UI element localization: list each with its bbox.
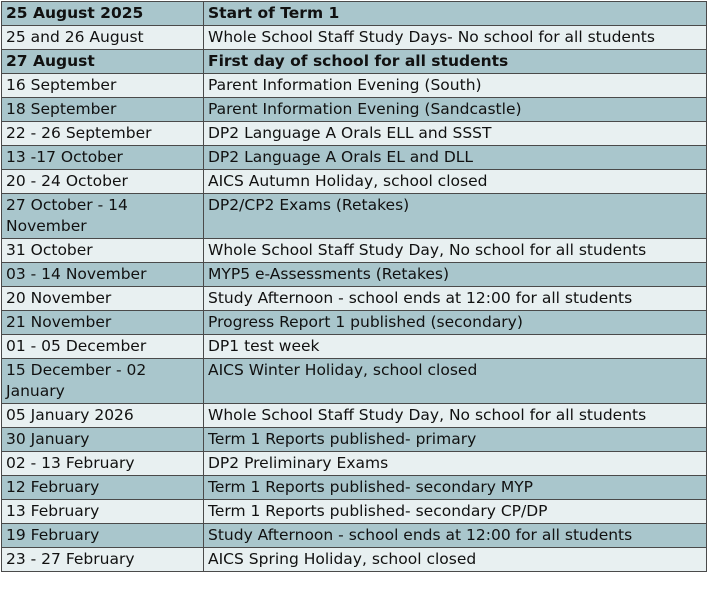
- calendar-date-cell: 31 October: [2, 239, 204, 263]
- calendar-date-cell: 03 - 14 November: [2, 263, 204, 287]
- calendar-event-cell: Whole School Staff Study Day, No school for all students: [204, 404, 707, 428]
- calendar-event-cell: AICS Winter Holiday, school closed: [204, 359, 707, 404]
- calendar-event-cell: Term 1 Reports published- secondary CP/DP: [204, 500, 707, 524]
- calendar-row: [2, 500, 707, 524]
- calendar-event-cell: DP2/CP2 Exams (Retakes): [204, 194, 707, 239]
- calendar-date-cell: 27 August: [2, 50, 204, 74]
- calendar-row: [2, 74, 707, 98]
- calendar-date-cell: 15 December - 02 January: [2, 359, 204, 404]
- calendar-event-cell: Study Afternoon - school ends at 12:00 for all students: [204, 287, 707, 311]
- calendar-row: [2, 428, 707, 452]
- calendar-event-cell: Whole School Staff Study Day, No school for all students: [204, 239, 707, 263]
- calendar-row: [2, 335, 707, 359]
- calendar-date-cell: 20 - 24 October: [2, 170, 204, 194]
- calendar-row: [2, 548, 707, 572]
- calendar-row: [2, 311, 707, 335]
- calendar-row: [2, 359, 707, 404]
- calendar-event-cell: Start of Term 1: [204, 2, 707, 26]
- calendar-row: [2, 263, 707, 287]
- calendar-row: [2, 194, 707, 239]
- calendar-event-cell: Parent Information Evening (South): [204, 74, 707, 98]
- calendar-event-cell: DP2 Language A Orals ELL and SSST: [204, 122, 707, 146]
- calendar-date-cell: 22 - 26 September: [2, 122, 204, 146]
- calendar-row: [2, 524, 707, 548]
- calendar-date-cell: 30 January: [2, 428, 204, 452]
- calendar-row: [2, 122, 707, 146]
- calendar-date-cell: 21 November: [2, 311, 204, 335]
- calendar-date-cell: 23 - 27 February: [2, 548, 204, 572]
- calendar-row: [2, 98, 707, 122]
- calendar-event-cell: DP1 test week: [204, 335, 707, 359]
- calendar-date-cell: 01 - 05 December: [2, 335, 204, 359]
- calendar-row: [2, 287, 707, 311]
- calendar-event-cell: First day of school for all students: [204, 50, 707, 74]
- calendar-row: [2, 452, 707, 476]
- calendar-date-cell: 13 February: [2, 500, 204, 524]
- calendar-date-cell: 02 - 13 February: [2, 452, 204, 476]
- calendar-date-cell: 05 January 2026: [2, 404, 204, 428]
- calendar-date-cell: 20 November: [2, 287, 204, 311]
- calendar-event-cell: AICS Spring Holiday, school closed: [204, 548, 707, 572]
- calendar-date-cell: 16 September: [2, 74, 204, 98]
- calendar-date-cell: 25 and 26 August: [2, 26, 204, 50]
- calendar-row: [2, 50, 707, 74]
- calendar-row: [2, 170, 707, 194]
- calendar-date-cell: 19 February: [2, 524, 204, 548]
- calendar-body: [2, 2, 707, 572]
- calendar-event-cell: AICS Autumn Holiday, school closed: [204, 170, 707, 194]
- calendar-event-cell: Term 1 Reports published- secondary MYP: [204, 476, 707, 500]
- calendar-event-cell: Progress Report 1 published (secondary): [204, 311, 707, 335]
- calendar-event-cell: DP2 Language A Orals EL and DLL: [204, 146, 707, 170]
- calendar-date-cell: 25 August 2025: [2, 2, 204, 26]
- calendar-row: [2, 2, 707, 26]
- calendar-row: [2, 146, 707, 170]
- calendar-row: [2, 26, 707, 50]
- calendar-row: [2, 404, 707, 428]
- calendar-row: [2, 239, 707, 263]
- calendar-date-cell: 27 October - 14 November: [2, 194, 204, 239]
- calendar-event-cell: MYP5 e-Assessments (Retakes): [204, 263, 707, 287]
- calendar-event-cell: Parent Information Evening (Sandcastle): [204, 98, 707, 122]
- calendar-date-cell: 13 -17 October: [2, 146, 204, 170]
- calendar-row: [2, 476, 707, 500]
- calendar-event-cell: Term 1 Reports published- primary: [204, 428, 707, 452]
- calendar-event-cell: DP2 Preliminary Exams: [204, 452, 707, 476]
- school-calendar-table: [1, 1, 707, 572]
- calendar-date-cell: 18 September: [2, 98, 204, 122]
- calendar-event-cell: Study Afternoon - school ends at 12:00 for all students: [204, 524, 707, 548]
- calendar-date-cell: 12 February: [2, 476, 204, 500]
- calendar-event-cell: Whole School Staff Study Days- No school for all students: [204, 26, 707, 50]
